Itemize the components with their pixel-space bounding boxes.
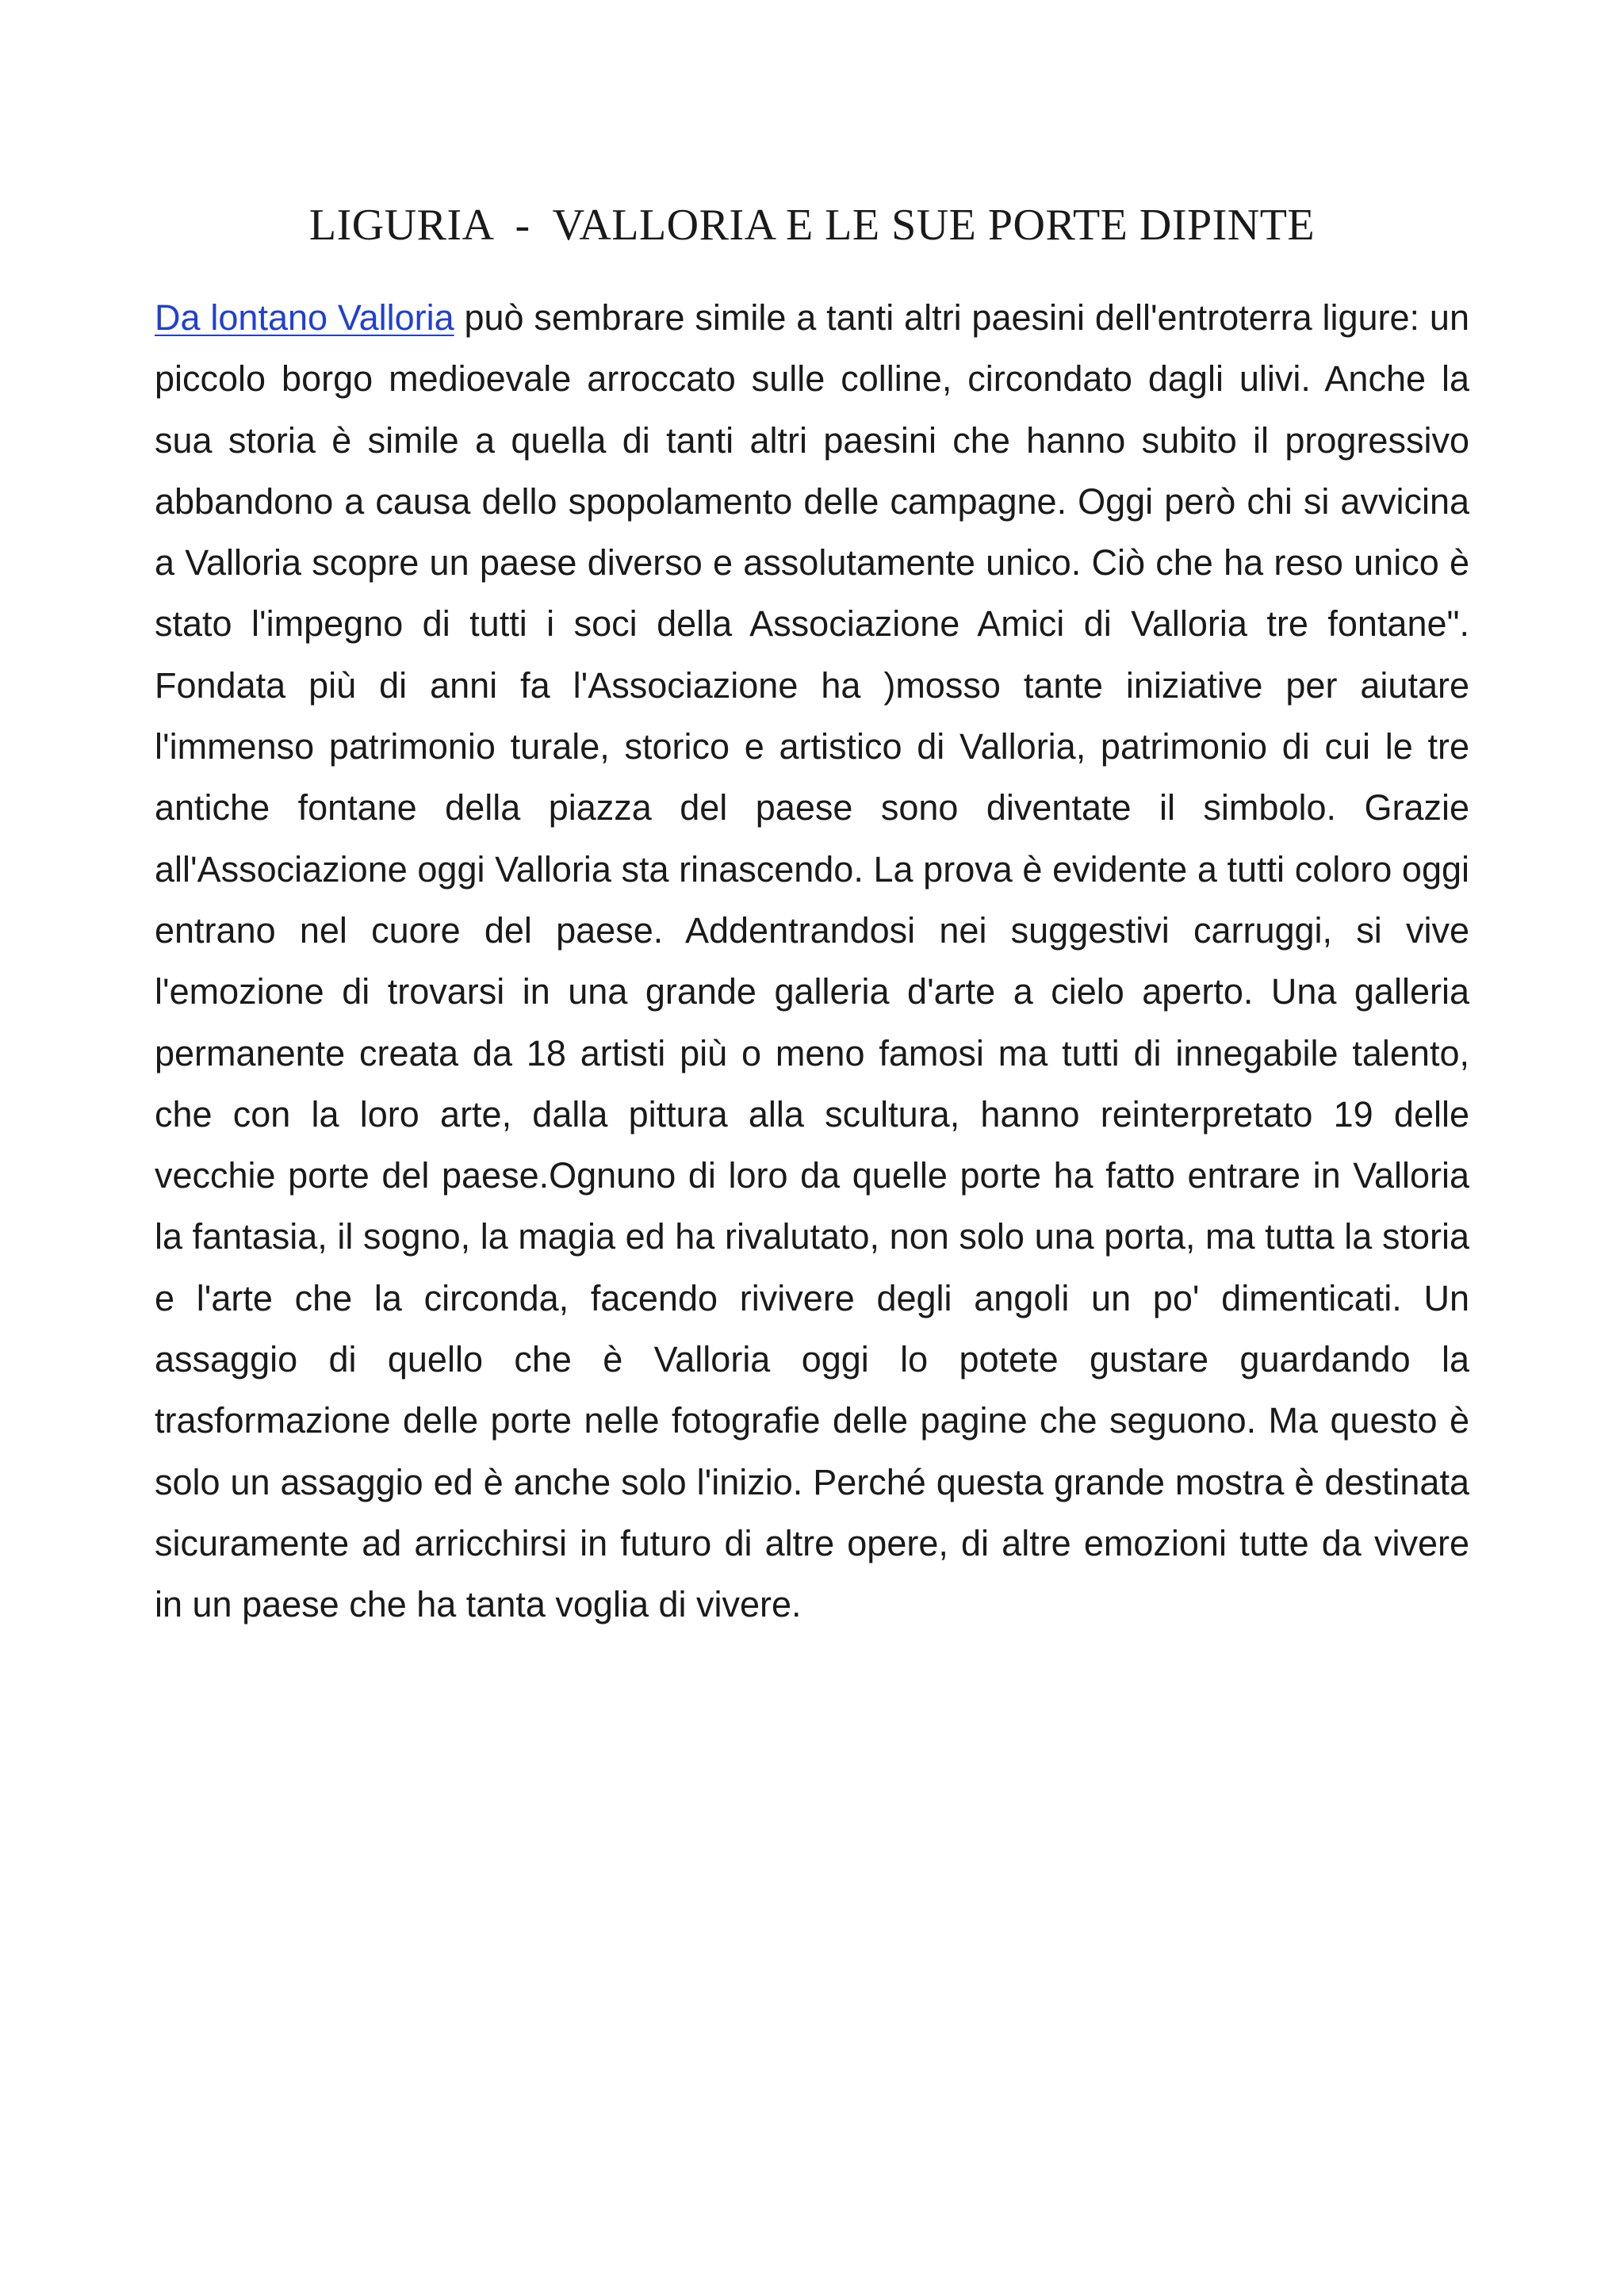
body-paragraph <box>155 287 1469 1636</box>
body-text: può sembrare simile a tanti altri paesini dell'entroterra ligure: un piccolo borgo medioevale arroccato sulle colline, circondato dagli ulivi. Anche la sua storia è simile a quella di tanti altri paesini che hanno subito il progressivo abbandono a causa dello spopolamento delle campagne. Oggi però chi si avvicina a Valloria scopre un paese diverso e assolutamente unico. Ciò che ha reso unico è stato l'impegno di tutti i soci della Associazione Amici di Valloria tre fontane". Fondata più di anni fa l'Associazione ha )mosso tante iniziative per aiutare l'immenso patrimonio turale, storico e artistico di Valloria, patrimonio di cui le tre antiche fontane della piazza del paese sono diventate il simbolo. Grazie all'Associazione oggi Valloria sta rinascendo. La prova è evidente a tutti coloro oggi entrano nel cuore del paese. Addentrandosi nei suggestivi carruggi, si vive l'emozione di trovarsi in una grande galleria d'arte a cielo aperto. Una galleria permanente creata da 18 artisti più o meno famosi ma tutti di innegabile talento, che con la loro arte, dalla pittura alla scultura, hanno reinterpretato 19 delle vecchie porte del paese.Ognuno di loro da quelle porte ha fatto entrare in Valloria la fantasia, il sogno, la magia ed ha rivalutato, non solo una porta, ma tutta la storia e l'arte che la circonda, facendo rivivere degli angoli un po' dimenticati. Un assaggio di quello che è Valloria oggi lo potete gustare guardando la trasformazione delle porte nelle fotografie delle pagine che seguono. Ma questo è solo un assaggio ed è anche solo l'inizio. Perché questa grande mostra è destinata sicuramente ad arricchirsi in futuro di altre opere, di altre emozioni tutte da vivere in un paese che ha tanta voglia di vivere. <box>155 297 1469 1625</box>
valloria-link[interactable]: Da lontano Valloria <box>155 297 454 338</box>
page-title: LIGURIA - VALLORIA E LE SUE PORTE DIPINTE <box>308 201 1316 250</box>
